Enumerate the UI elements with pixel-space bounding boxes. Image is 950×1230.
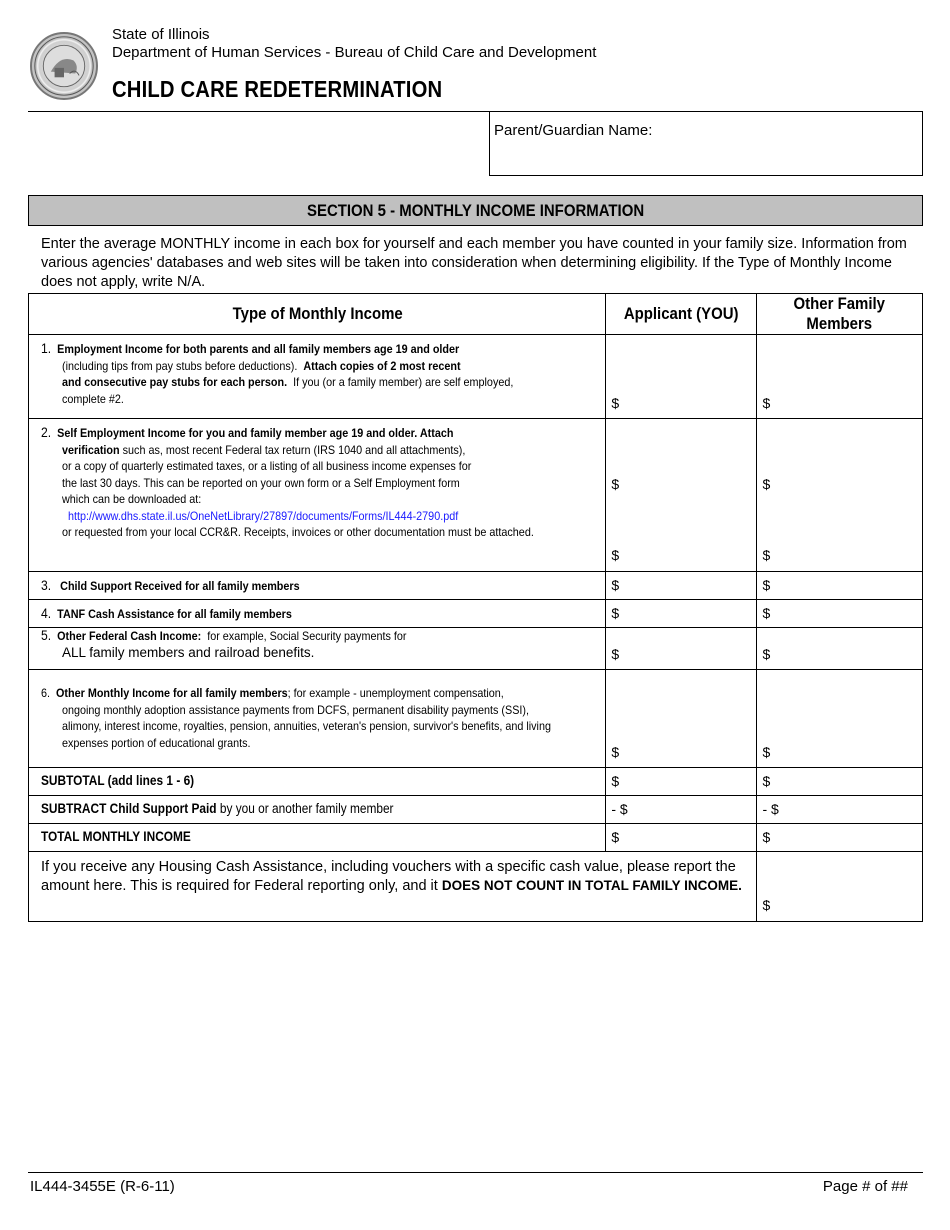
applicant-subtract-input[interactable]: - $	[606, 796, 757, 824]
table-row-child-support-received	[29, 572, 923, 600]
header-divider	[28, 111, 490, 112]
housing-assistance-input[interactable]: $	[757, 852, 923, 922]
row-description: 1. Employment Income for both parents and all family members age 19 and older (including tips from pay stubs before deductions). Attach copies of 2 most recent and consecutive pay stubs for each person. If you (or a family member) are self employed, complete #2.	[29, 335, 606, 419]
table-row-tanf	[29, 600, 923, 628]
department-name: Department of Human Services - Bureau of Child Care and Development	[112, 44, 597, 61]
other-self-employment-input[interactable]: $ $	[757, 419, 923, 572]
applicant-subtotal-input[interactable]: $	[606, 768, 757, 796]
form-id: IL444-3455E (R-6-11)	[30, 1178, 175, 1195]
table-row-employment-income	[29, 335, 923, 419]
table-row-housing-assistance	[29, 852, 923, 922]
section-header	[28, 195, 923, 226]
footer-divider	[28, 1172, 923, 1173]
subtract-label: SUBTRACT Child Support Paid by you or another family member	[29, 796, 606, 824]
housing-assistance-text: If you receive any Housing Cash Assistance, including vouchers with a specific cash value, please report the amount here. This is required for Federal reporting only, and it DOES NOT COUNT IN TOTAL FAMILY INCOME.	[29, 852, 757, 922]
table-row-self-employment-income	[29, 419, 923, 572]
other-subtotal-input[interactable]: $	[757, 768, 923, 796]
row-description: 2. Self Employment Income for you and family member age 19 and older. Attach verification such as, most recent Federal tax return (IRS 1040 and all attachments), or a copy of quarterly estimated taxes, or a listing of all business income expenses for the last 30 days. This can be reported on your own form or a Self Employment form which can be downloaded at: http://www.dhs.state.il.us/OneNetLibrary/27897/documents/Forms/IL444-2790.pdf or requested from your local CCR&R. Receipts, invoices or other documentation must be attached.	[29, 419, 606, 572]
page-number: Page # of ##	[822, 1178, 908, 1195]
other-other-income-input[interactable]: $	[757, 670, 923, 768]
applicant-total-input[interactable]: $	[606, 824, 757, 852]
parent-guardian-label: Parent/Guardian Name:	[494, 122, 653, 139]
table-header-row	[29, 294, 923, 335]
section-title: SECTION 5 - MONTHLY INCOME INFORMATION	[306, 201, 645, 220]
row-description: 5. Other Federal Cash Income: for example, Social Security payments for ALL family members and railroad benefits.	[29, 628, 606, 670]
applicant-employment-input[interactable]: $	[606, 335, 757, 419]
row-description: 6. Other Monthly Income for all family members; for example - unemployment compensation, ongoing monthly adoption assistance payments from DCFS, permanent disability payments (SSI), alimony, interest income, royalties, pension, annuities, veteran's pension, survivor's benefits, and living expenses portion of educational grants.	[29, 670, 606, 768]
applicant-other-income-input[interactable]: $	[606, 670, 757, 768]
applicant-child-support-input[interactable]: $	[606, 572, 757, 600]
other-federal-cash-input[interactable]: $	[757, 628, 923, 670]
row-description: 4. TANF Cash Assistance for all family members	[29, 600, 606, 628]
table-row-other-monthly-income	[29, 670, 923, 768]
section-instructions: Enter the average MONTHLY income in each box for yourself and each member you have counted in your family size. Information from various agencies' databases and web sites will be taken into consideration when determining eligibility. If the Type of Monthly Income does not apply, write N/A.	[41, 236, 907, 290]
col-header-type: Type of Monthly Income	[29, 294, 606, 335]
table-row-subtract-child-support	[29, 796, 923, 824]
table-row-total	[29, 824, 923, 852]
other-employment-input[interactable]: $	[757, 335, 923, 419]
other-total-input[interactable]: $	[757, 824, 923, 852]
other-subtract-input[interactable]: - $	[757, 796, 923, 824]
state-seal-icon	[30, 32, 98, 100]
page-title: CHILD CARE REDETERMINATION	[112, 76, 443, 102]
other-tanf-input[interactable]: $	[757, 600, 923, 628]
table-row-other-federal-cash	[29, 628, 923, 670]
subtotal-label: SUBTOTAL (add lines 1 - 6)	[29, 768, 606, 796]
other-child-support-input[interactable]: $	[757, 572, 923, 600]
total-label: TOTAL MONTHLY INCOME	[29, 824, 606, 852]
state-name: State of Illinois	[112, 26, 210, 43]
col-header-applicant: Applicant (YOU)	[606, 294, 757, 335]
row-description: 3. Child Support Received for all family members	[29, 572, 606, 600]
col-header-other-members: Other Family Members	[757, 294, 923, 335]
applicant-tanf-input[interactable]: $	[606, 600, 757, 628]
applicant-federal-cash-input[interactable]: $	[606, 628, 757, 670]
monthly-income-table	[28, 293, 923, 922]
table-row-subtotal	[29, 768, 923, 796]
applicant-self-employment-input[interactable]: $ $	[606, 419, 757, 572]
parent-guardian-name-field[interactable]	[489, 111, 923, 176]
self-employment-form-link[interactable]: http://www.dhs.state.il.us/OneNetLibrary/27897/documents/Forms/IL444-2790.pdf	[68, 508, 459, 523]
